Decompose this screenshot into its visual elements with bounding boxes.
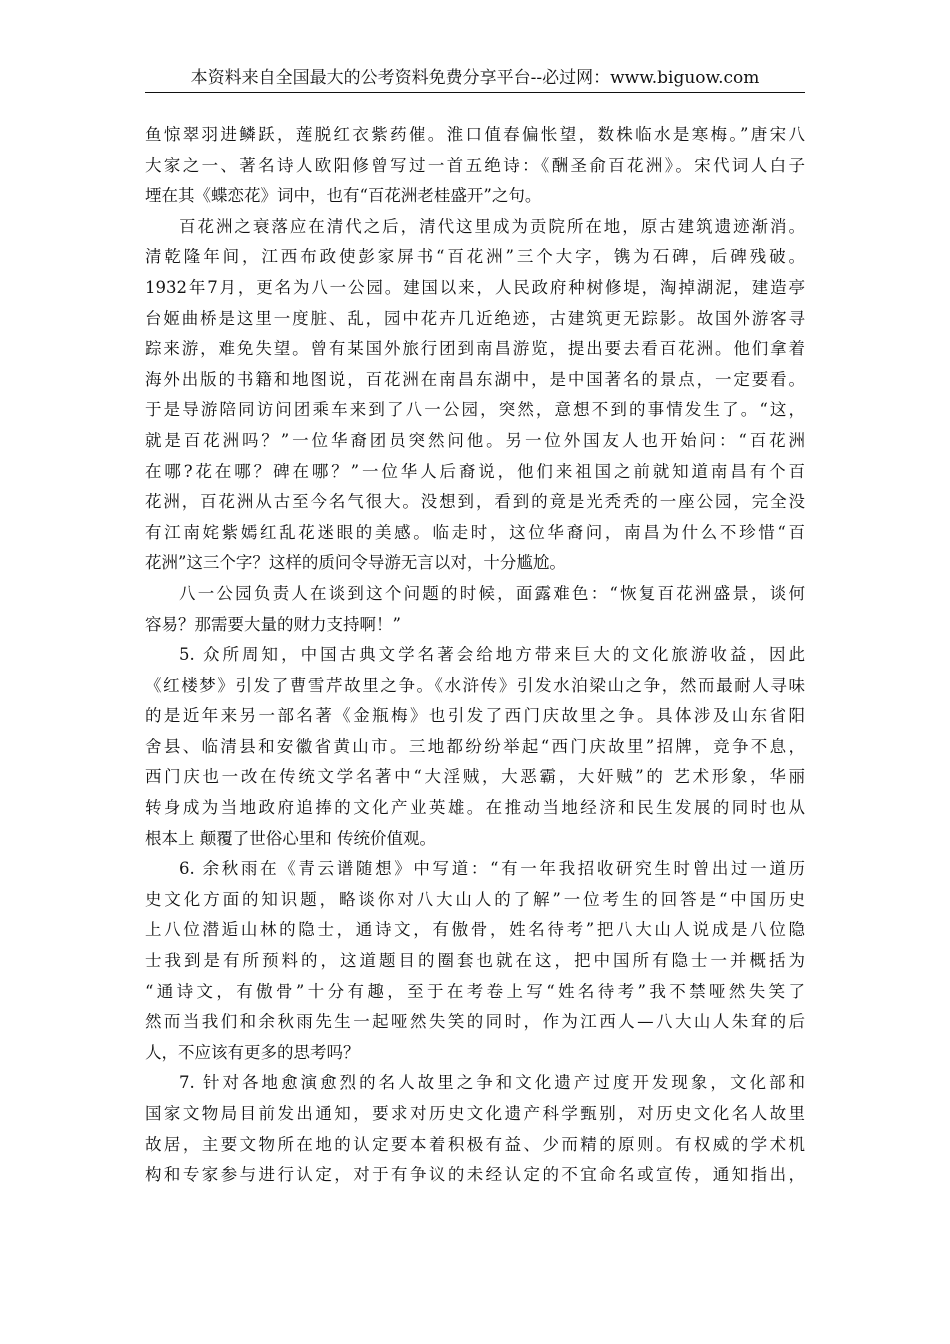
text-line: 故居，主要文物所在地的认定要本着积极有益、少而精的原则。有权威的学术机 [145, 1134, 805, 1154]
text-line: 1932年7月，更名为八一公园。建国以来，人民政府种树修堤，淘掉湖泥，建造亭 [145, 277, 805, 297]
document-body [145, 120, 805, 1191]
header-rule [145, 92, 805, 93]
text-line: 士我到是有所预料的，这道题目的圈套也就在这，把中国所有隐士一并概括为 [145, 951, 805, 971]
text-line: 踪来游，难免失望。曾有某国外旅行团到南昌游览，提出要去看百花洲。他们拿着 [145, 339, 805, 359]
text-line: 花洲”这三个字？这样的质问令导游无言以对，十分尴尬。 [145, 553, 566, 573]
text-line: 的是近年来另一部名著《金瓶梅》也引发了西门庆故里之争。具体涉及山东省阳 [145, 706, 805, 726]
text-line: 根本上 颠覆了世俗心里和 传统价值观。 [145, 828, 436, 848]
text-line: 清乾隆年间，江西布政使彭家屏书“百花洲”三个大字，镌为石碑，后碑残破。 [145, 247, 805, 267]
text-line: 八一公园负责人在谈到这个问题的时候，面露难色：“恢复百花洲盛景，谈何 [179, 583, 805, 603]
text-line: 5. 众所周知，中国古典文学名著会给地方带来巨大的文化旅游收益，因此 [179, 645, 805, 665]
text-line: 堙在其《蝶恋花》词中，也有“百花洲老桂盛开”之句。 [145, 186, 542, 206]
text-line: 有江南姹紫嫣红乱花迷眼的美感。临走时，这位华裔问，南昌为什么不珍惜“百 [145, 522, 805, 542]
text-line: 大家之一、著名诗人欧阳修曾写过一首五绝诗：《酬圣俞百花洲》。宋代词人白子 [145, 155, 805, 175]
text-line: 容易？那需要大量的财力支持啊！” [145, 614, 401, 634]
text-line: 于是导游陪同访问团乘车来到了八一公园，突然，意想不到的事情发生了。“这， [145, 400, 805, 420]
text-line: 史文化方面的知识题，略谈你对八大山人的了解”一位考生的回答是“中国历史 [145, 889, 805, 909]
text-line: 上八位潜逅山林的隐士，通诗文，有傲骨，姓名待考”把八大山人说成是八位隐 [145, 920, 805, 940]
text-line: 人，不应该有更多的思考吗？ [145, 1042, 360, 1062]
text-line: 转身成为当地政府追捧的文化产业英雄。在推动当地经济和民生发展的同时也从 [145, 798, 805, 818]
text-line: 鱼惊翠羽进鳞跃，莲脱红衣紫药催。淮口值春偏怅望，数株临水是寒梅。”唐宋八 [145, 125, 805, 144]
text-line: 国家文物局目前发出通知，要求对历史文化遗产科学甄别，对历史文化名人故里 [145, 1104, 805, 1123]
text-line: 舍县、临清县和安徽省黄山市。三地都纷纷举起“西门庆故里”招牌，竞争不息， [145, 736, 805, 756]
text-line: 花洲，百花洲从古至今名气很大。没想到，看到的竟是光秃秃的一座公园，完全没 [145, 492, 805, 512]
text-line: “通诗文，有傲骨”十分有趣，至于在考卷上写“姓名待考”我不禁哑然失笑了 [145, 981, 805, 1001]
text-line: 西门庆也一改在传统文学名著中“大淫贼，大恶霸，大奸贼”的 艺术形象，华丽 [145, 767, 805, 787]
text-line: 在哪?花在哪？碑在哪？”一位华人后裔说，他们来祖国之前就知道南昌有个百 [145, 461, 805, 481]
text-line: 7. 针对各地愈演愈烈的名人故里之争和文化遗产过度开发现象，文化部和 [179, 1073, 805, 1093]
text-line: 就是百花洲吗？”一位华裔团员突然问他。另一位外国友人也开始问：“百花洲 [145, 430, 805, 450]
text-line: 6. 余秋雨在《青云谱随想》中写道：“有一年我招收研究生时曾出过一道历 [179, 859, 805, 879]
text-line: 海外出版的书籍和地图说，百花洲在南昌东湖中，是中国著名的景点，一定要看。 [145, 369, 805, 389]
text-line: 《红楼梦》引发了曹雪芹故里之争。《水浒传》引发水泊梁山之争，然而最耐人寻味 [145, 675, 805, 695]
text-line: 百花洲之衰落应在清代之后，清代这里成为贡院所在地，原古建筑遗迹渐消。 [179, 216, 805, 236]
text-line: 台姬曲桥是这里一度脏、乱，园中花卉几近绝迹，古建筑更无踪影。故国外游客寻 [145, 308, 805, 328]
page-header: 本资料来自全国最大的公考资料免费分享平台--必过网：www.biguow.com [190, 68, 760, 88]
text-line: 构和专家参与进行认定，对于有争议的未经认定的不宜命名或宣传，通知指出， [145, 1165, 805, 1185]
text-line: 然而当我们和余秋雨先生一起哑然失笑的同时，作为江西人—八大山人朱耷的后 [145, 1012, 805, 1032]
